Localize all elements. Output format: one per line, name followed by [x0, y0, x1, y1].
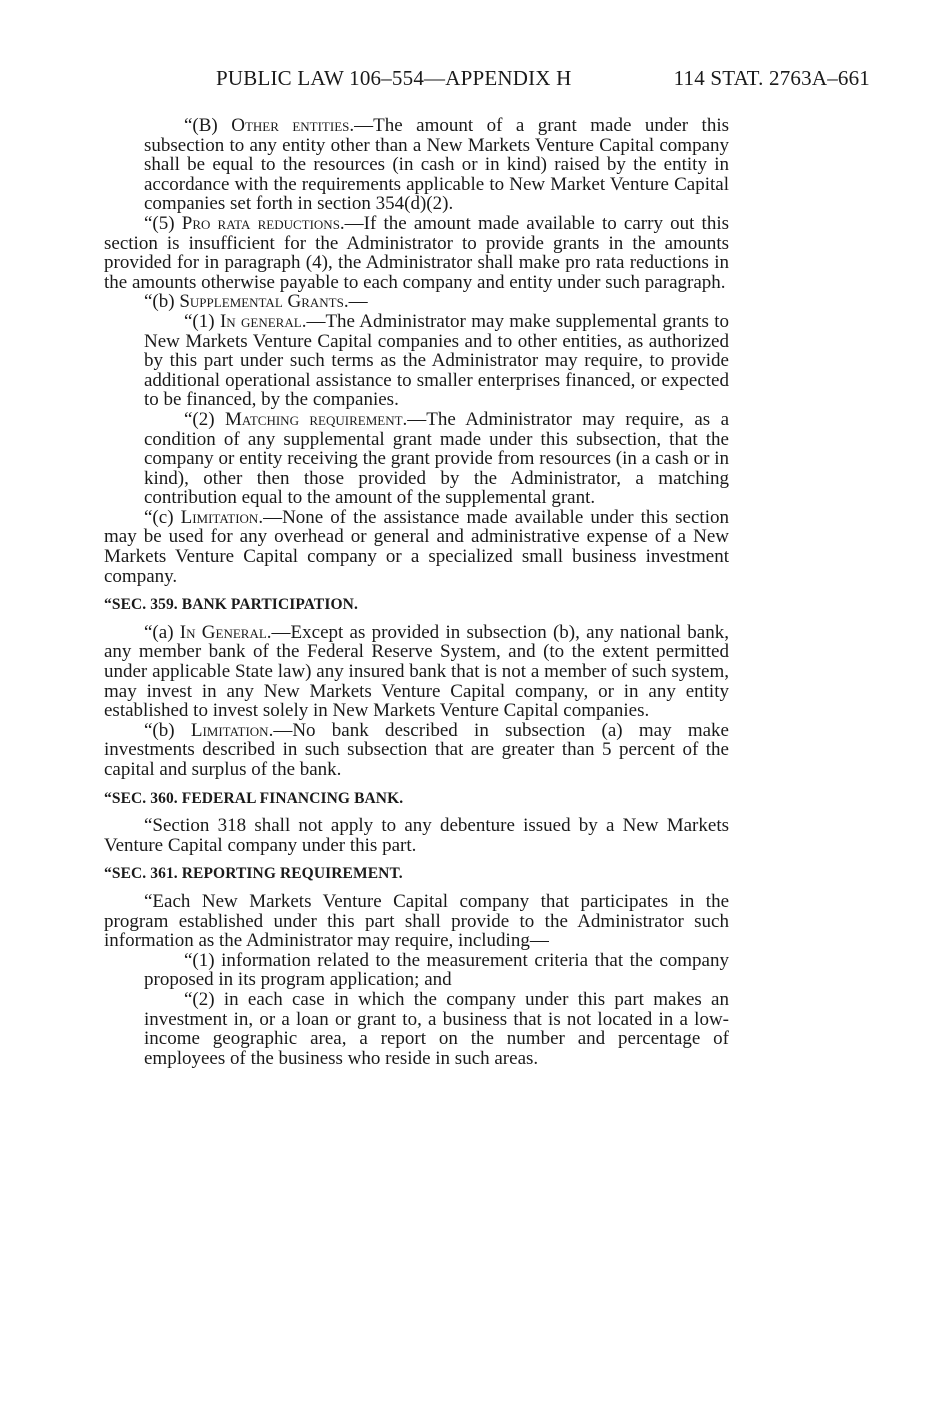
para-b-other-entities: “(B) Other entities.—The amount of a grant made under this subsection to any entity other than a New Markets Venture Capital company shall be equal to the resources (in cash or in kind) raised by the entity in accordance with the requirements applicable to New Market Venture Capital companies set forth in section 354(d)(2). [144, 115, 730, 215]
para-c-limitation: “(c) Limitation.—None of the assistance made available under this section may be used for any overhead or general and administrative expense of a New Markets Venture Capital company or a specialized small business investment company. [104, 506, 729, 587]
sec360-body: “Section 318 shall not apply to any debenture issued by a New Markets Venture Capital company under this part. [104, 815, 729, 856]
sec359-para-b: “(b) Limitation.—No bank described in subsection (a) may make investments described in such subsection that are greater than 5 percent of the capital and surplus of the bank. [104, 719, 729, 780]
para-heading-in-general: In general [219, 310, 302, 332]
sec359-para-a: “(a) In General.—Except as provided in subsection (b), any national bank, any member bank of the Federal Reserve System, and (to the extent permitted under applicable State law) any insured bank that is not a member of such system, may invest in any New Markets Venture Capital company, or in any entity established to invest solely in New Markets Venture Capital companies. [104, 621, 729, 722]
header-public-law: PUBLIC LAW 106–554—APPENDIX H [216, 66, 572, 90]
para-heading-supplemental-grants: Supplemental Grants [179, 291, 344, 313]
para-heading-limitation-359: Limitation [190, 719, 269, 741]
para-b-supplemental-grants: “(b) Supplemental Grants.— [144, 291, 368, 313]
section-361-heading: “SEC. 361. REPORTING REQUIREMENT. [104, 865, 403, 883]
para-heading-pro-rata: Pro rata reductions [181, 212, 340, 234]
header-stat-citation: 114 STAT. 2763A–661 [673, 66, 870, 90]
para-1-in-general: “(1) In general.—The Administrator may make supplemental grants to New Markets Venture Capital companies and to other entities, as authorized by this part under such terms as the Administrator may require, to provide additional operational assistance to smaller enterprises financed, or expected to be financed, by the companies. [144, 310, 730, 411]
section-360-heading: “SEC. 360. FEDERAL FINANCING BANK. [104, 789, 404, 807]
para-5-pro-rata-reductions: “(5) Pro rata reductions.—If the amount made available to carry out this section is insufficient for the Administrator to provide grants in the amounts provided for in paragraph (4), the Administrator shall make pro rata reductions in the amounts otherwise payable to each company and entity under such paragraph. [104, 212, 729, 293]
running-header [216, 66, 870, 91]
document-body [104, 116, 729, 1068]
para-2-matching-requirement: “(2) Matching requirement.—The Administrator may require, as a condition of any supplemental grant made under this subsection, that the company or entity receiving the grant provide from resources (in a cash or in kind), other then those provided by the Administrator, a matching contribution equal to the amount of the supplemental grant. [144, 408, 730, 509]
section-359-heading: “SEC. 359. BANK PARTICIPATION. [104, 596, 358, 614]
para-heading-matching-requirement: Matching requirement [225, 408, 403, 430]
para-heading-other-entities: Other entities [231, 115, 350, 136]
para-heading-in-general-359: In General [179, 621, 267, 643]
sec361-item-2: “(2) in each case in which the company under this part makes an investment in, or a loan or grant to, a business that is not located in a low-income geographic area, a report on the number and percentage of employees of the business who reside in such areas. [144, 988, 729, 1069]
sec361-item-1: “(1) information related to the measurement criteria that the company proposed in its program application; and [144, 949, 729, 991]
para-heading-limitation: Limitation [180, 506, 259, 528]
sec361-body: “Each New Markets Venture Capital company that participates in the program established under this part shall provide to the Administrator such information as the Administrator may require, including— [104, 890, 729, 952]
